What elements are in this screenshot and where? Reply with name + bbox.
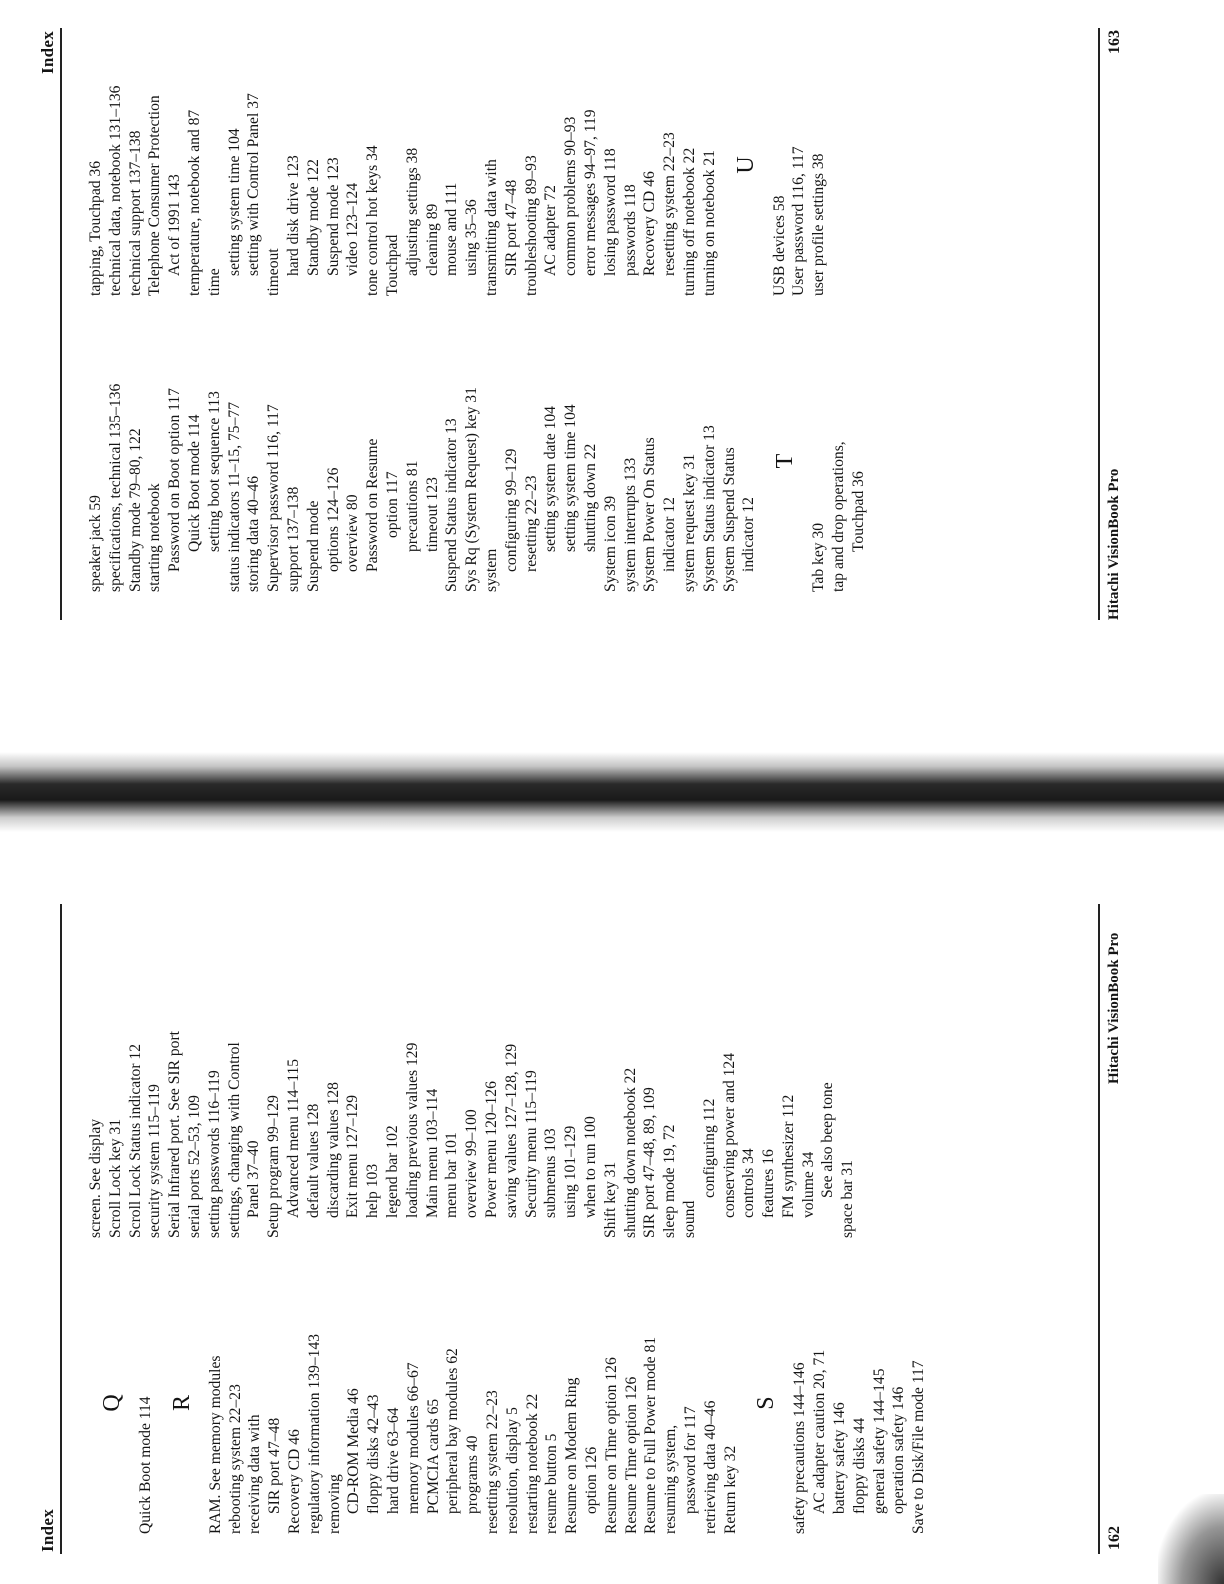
index-subentry: CD-ROM Media 46 xyxy=(345,1388,363,1514)
index-subentry: discarding values 128 xyxy=(324,1082,342,1218)
index-column-2 xyxy=(86,976,858,1238)
index-subentry: Password on Resume xyxy=(364,438,382,572)
index-subentry: using 35–36 xyxy=(463,199,481,276)
index-subentry: AC adapter 72 xyxy=(542,185,560,276)
running-head: Index xyxy=(38,1508,57,1552)
index-subentry: Exit menu 127–129 xyxy=(344,1094,362,1218)
index-entry: screen. See display xyxy=(87,1118,104,1238)
index-entry: Recovery CD 46 xyxy=(285,1429,303,1534)
index-column-1 xyxy=(86,1272,929,1534)
index-subentry: password for 117 xyxy=(681,1406,699,1514)
index-entry: turning off notebook 22 xyxy=(680,147,698,296)
index-subentry: option 126 xyxy=(582,1446,600,1514)
index-entry: temperature, notebook and 87 xyxy=(185,109,203,296)
index-subentry: saving values 127–128, 129 xyxy=(502,1043,520,1218)
index-entry: space bar 31 xyxy=(839,1160,857,1238)
index-section-letter: U xyxy=(732,156,759,174)
index-entry: regulatory information 139–143 xyxy=(305,1333,323,1534)
index-subentry: general safety 144–145 xyxy=(870,1368,888,1514)
index-subentry: Act of 1991 143 xyxy=(166,174,184,276)
index-entry: shutting down notebook 22 xyxy=(621,1067,639,1238)
index-subentry: SIR port 47–48 xyxy=(266,1417,284,1514)
index-entry: technical data, notebook 131–136 xyxy=(106,85,124,296)
index-entry: specifications, technical 135–136 xyxy=(106,383,124,592)
index-section-letter: T xyxy=(772,453,799,469)
index-entry: Supervisor password 116, 117 xyxy=(265,404,283,592)
index-entry: User password 116, 117 xyxy=(790,146,808,296)
index-entry: status indicators 11–15, 75–77 xyxy=(225,402,243,592)
index-subentry: option 117 xyxy=(383,471,401,538)
index-entry: Scroll Lock key 31 xyxy=(106,1118,124,1238)
index-entry: Suspend mode xyxy=(304,500,322,592)
index-entry: restarting notebook 22 xyxy=(523,1393,541,1534)
index-entry: system xyxy=(482,548,500,592)
index-subentry: using 101–129 xyxy=(562,1125,580,1218)
index-subentry: overview 99–100 xyxy=(463,1109,481,1218)
index-subentry: setting system time 104 xyxy=(562,404,580,552)
scan-edge-shadow xyxy=(1158,1494,1224,1584)
index-subentry: video 123–124 xyxy=(344,182,362,276)
index-subentry: volume 34 xyxy=(799,1151,817,1218)
index-subentry: indicator 12 xyxy=(740,497,758,572)
index-section-letter: Q xyxy=(99,1394,125,1412)
index-subentry: indicator 12 xyxy=(661,497,679,572)
index-subentry: configuring 112 xyxy=(700,1098,718,1198)
footer-rule xyxy=(1098,904,1100,1554)
index-subentry: error messages 94–97, 119 xyxy=(581,109,599,276)
index-entry: Resume on Time option 126 xyxy=(602,1357,620,1534)
index-entry: system interrupts 133 xyxy=(621,457,639,592)
index-subentry: operation safety 146 xyxy=(890,1386,908,1514)
index-subentry: passwords 118 xyxy=(621,184,639,276)
index-subentry: menu bar 101 xyxy=(443,1132,461,1218)
index-entry: System icon 39 xyxy=(601,495,619,592)
index-entry: Tab key 30 xyxy=(810,522,828,592)
index-entry: receiving data with xyxy=(246,1414,264,1534)
index-entry: time xyxy=(205,268,223,296)
index-entry: speaker jack 59 xyxy=(87,495,104,592)
footer-title: Hitachi VisionBook Pro xyxy=(1106,468,1122,620)
index-subentry: controls 34 xyxy=(740,1148,758,1218)
index-entry: resetting system 22–23 xyxy=(483,1390,501,1534)
index-entry: tap and drop operations, xyxy=(829,441,847,592)
index-entry: USB devices 58 xyxy=(770,195,788,296)
index-subentry: options 124–126 xyxy=(324,467,342,572)
index-subentry: programs 40 xyxy=(464,1435,482,1514)
index-section-letter: R xyxy=(168,1395,195,1412)
index-entry: Resume to Full Power mode 81 xyxy=(642,1336,660,1534)
index-subentry: Advanced menu 114–115 xyxy=(284,1058,302,1218)
index-subentry: floppy disks 42–43 xyxy=(365,1394,383,1514)
index-subentry: precautions 81 xyxy=(403,460,421,552)
footer-rule xyxy=(1098,28,1100,620)
index-entry: Standby mode 79–80, 122 xyxy=(126,428,144,592)
index-column-2 xyxy=(86,34,829,296)
index-entry: Setup program 99–129 xyxy=(265,1095,283,1238)
index-subentry: Security menu 115–119 xyxy=(522,1070,540,1218)
index-entry: resume button 5 xyxy=(543,1433,561,1534)
index-entry: security system 115–119 xyxy=(146,1084,164,1238)
index-entry: Quick Boot mode 114 xyxy=(137,1396,154,1534)
index-subentry: See also beep tone xyxy=(819,1082,837,1198)
index-entry: starting notebook xyxy=(146,483,164,592)
index-entry: support 137–138 xyxy=(284,486,302,592)
index-subentry: Suspend mode 123 xyxy=(324,157,342,276)
index-subentry: peripheral bay modules 62 xyxy=(444,1348,462,1514)
index-entry: sleep mode 19, 72 xyxy=(661,1124,679,1238)
index-subentry: battery safety 146 xyxy=(830,1402,848,1514)
index-subentry: cleaning 89 xyxy=(423,203,441,276)
index-column-1 xyxy=(86,330,868,592)
index-entry: storing data 40–46 xyxy=(245,475,263,592)
header-rule xyxy=(60,904,62,1554)
index-entry: setting passwords 116–119 xyxy=(205,1070,223,1238)
index-entry: Scroll Lock Status indicator 12 xyxy=(126,1043,144,1238)
index-subentry: hard drive 63–64 xyxy=(384,1407,402,1514)
index-subentry: Quick Boot mode 114 xyxy=(185,414,203,552)
index-subentry: Power menu 120–126 xyxy=(482,1081,500,1218)
page-number: 162 xyxy=(1106,1526,1123,1550)
index-subentry: resetting system 22–23 xyxy=(661,132,679,276)
index-entry: retrieving data 40–46 xyxy=(701,1400,719,1534)
index-entry: removing xyxy=(325,1474,343,1534)
index-entry: Save to Disk/File mode 117 xyxy=(910,1360,928,1534)
index-subentry: features 16 xyxy=(760,1149,778,1218)
index-subentry: AC adapter caution 20, 71 xyxy=(811,1349,829,1514)
index-subentry: configuring 99–129 xyxy=(502,448,520,572)
index-entry: rebooting system 22–23 xyxy=(226,1384,244,1534)
index-subentry: adjusting settings 38 xyxy=(403,147,421,276)
index-entry: System Suspend Status xyxy=(720,447,738,592)
index-entry: turning on notebook 21 xyxy=(700,150,718,296)
index-entry: system request key 31 xyxy=(680,453,698,592)
index-entry: Resume on Modem Ring xyxy=(563,1377,581,1534)
index-subentry: when to run 100 xyxy=(581,1116,599,1218)
index-entry: Serial Infrared port. See SIR port xyxy=(166,1031,184,1238)
index-entry: transmitting data with xyxy=(482,159,500,296)
index-subentry: hard disk drive 123 xyxy=(284,155,302,276)
index-entry: Resume Time option 126 xyxy=(622,1376,640,1534)
index-subentry: Recovery CD 46 xyxy=(641,171,659,276)
index-entry: user profile settings 38 xyxy=(810,153,828,296)
index-entry: timeout xyxy=(265,248,283,296)
index-section-letter: S xyxy=(753,1396,780,1410)
index-subentry: resetting 22–23 xyxy=(522,475,540,572)
index-subentry: timeout 123 xyxy=(423,477,441,552)
index-subentry: common problems 90–93 xyxy=(562,116,580,276)
index-entry: SIR port 47–48, 89, 109 xyxy=(641,1087,659,1238)
index-entry: Touchpad xyxy=(383,234,401,296)
index-entry: System Status indicator 13 xyxy=(700,425,718,592)
index-entry: resuming system, xyxy=(662,1424,680,1534)
index-subentry: overview 80 xyxy=(344,494,362,572)
index-entry: safety precautions 144–146 xyxy=(791,1362,809,1534)
header-rule xyxy=(60,28,62,620)
index-entry: RAM. See memory modules xyxy=(206,1355,224,1534)
index-subentry: Touchpad 36 xyxy=(849,471,867,552)
index-entry: technical support 137–138 xyxy=(126,130,144,296)
index-entry: Suspend Status indicator 13 xyxy=(443,418,461,592)
index-entry: serial ports 52–53, 109 xyxy=(185,1095,203,1238)
index-subentry: Standby mode 122 xyxy=(304,159,322,276)
index-subentry: FM synthesizer 112 xyxy=(779,1094,797,1218)
index-entry: System Power On Status xyxy=(641,437,659,592)
index-entry: tapping, Touchpad 36 xyxy=(87,160,104,296)
footer-title: Hitachi VisionBook Pro xyxy=(1106,932,1122,1084)
index-subentry: SIR port 47–48 xyxy=(502,179,520,276)
index-subentry: setting with Control Panel 37 xyxy=(245,93,263,276)
index-entry: Telephone Consumer Protection xyxy=(146,95,164,296)
index-entry: tone control hot keys 34 xyxy=(364,145,382,296)
index-subentry: memory modules 66–67 xyxy=(404,1362,422,1514)
index-entry: resolution, display 5 xyxy=(503,1407,521,1534)
index-subentry: conserving power and 124 xyxy=(720,1053,738,1218)
index-subentry: setting boot sequence 113 xyxy=(205,391,223,552)
index-subentry: loading previous values 129 xyxy=(403,1042,421,1218)
index-subentry: setting system date 104 xyxy=(542,406,560,552)
index-subentry: PCMCIA cards 65 xyxy=(424,1398,442,1514)
index-subentry: floppy disks 44 xyxy=(850,1417,868,1514)
index-subentry: setting system time 104 xyxy=(225,128,243,276)
index-entry: Shift key 31 xyxy=(601,1161,619,1238)
index-subentry: legend bar 102 xyxy=(383,1125,401,1218)
index-subentry: default values 128 xyxy=(304,1103,322,1218)
page-number: 163 xyxy=(1106,30,1123,54)
index-subentry: shutting down 22 xyxy=(581,443,599,552)
index-entry: Sys Rq (System Request) key 31 xyxy=(463,387,481,592)
index-subentry: Main menu 103–114 xyxy=(423,1088,441,1218)
index-subentry: submenus 103 xyxy=(542,1128,560,1218)
index-subentry: mouse and 111 xyxy=(443,182,461,276)
running-head: Index xyxy=(38,30,57,74)
index-subentry: losing password 118 xyxy=(601,148,619,276)
index-entry: sound xyxy=(680,1200,698,1238)
index-entry: Return key 32 xyxy=(721,1445,739,1534)
index-subentry: help 103 xyxy=(364,1163,382,1218)
index-entry: troubleshooting 89–93 xyxy=(522,155,540,296)
left-page xyxy=(0,794,1224,1584)
index-subentry: Password on Boot option 117 xyxy=(166,388,184,572)
index-entry: settings, changing with Control xyxy=(225,1042,243,1238)
index-subentry: Panel 37–40 xyxy=(245,1140,263,1218)
